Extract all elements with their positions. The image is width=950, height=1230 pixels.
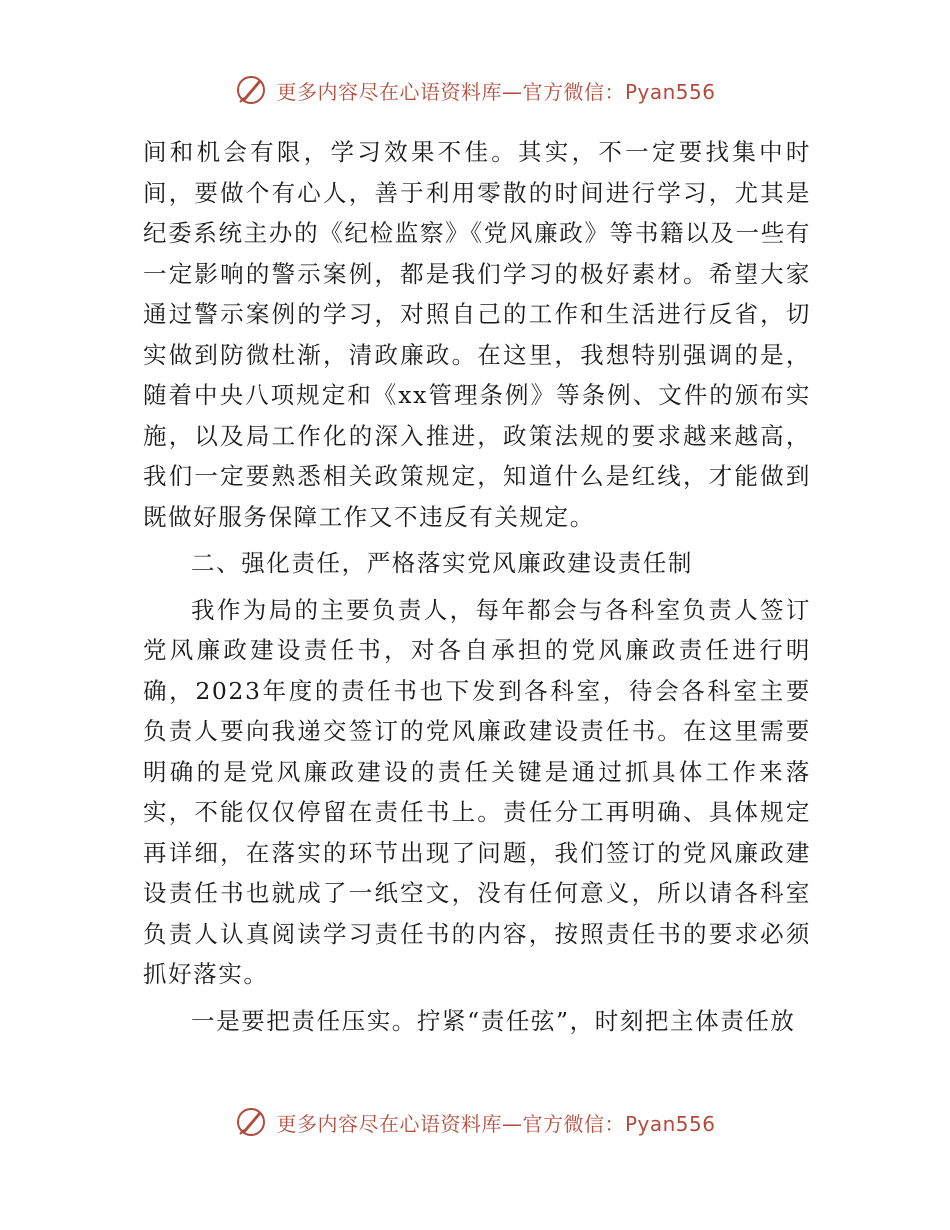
footer-watermark-banner [0,1100,950,1144]
quill-logo-icon [234,73,268,107]
paragraph-responsibility: 我作为局的主要负责人，每年都会与各科室负责人签订党风廉政建设责任书，对各自承担的党风廉政责任进行明确，2023年度的责任书也下发到各科室，待会各科室主要负责人要向我递交签订的党风廉政建设责任书。在这里需要明确的是党风廉政建设的责任关键是通过抓具体工作来落实，不能仅仅停留在责任书上。责任分工再明确、具体规定再详细，在落实的环节出现了问题，我们签订的党风廉政建设责任书也就成了一纸空文，没有任何意义，所以请各科室负责人认真阅读学习责任书的内容，按照责任书的要求必须抓好落实。 [143,595,811,988]
watermark-text: 更多内容尽在心语资料库—官方微信：Pyan556 [276,79,716,104]
section-heading: 二、强化责任，严格落实党风廉政建设责任制 [191,549,693,577]
paragraph-first-point: 一是要把责任压实。拧紧“责任弦”，时刻把主体责任放 [191,1006,796,1035]
watermark-text: 更多内容尽在心语资料库—官方微信：Pyan556 [276,1111,716,1136]
quill-logo-icon [234,1105,268,1139]
header-watermark-banner [0,68,950,112]
paragraph-continuation: 间和机会有限，学习效果不佳。其实，不一定要找集中时间，要做个有心人，善于利用零散的时间进行学习，尤其是纪委系统主办的《纪检监察》《党风廉政》等书籍以及一些有一定影响的警示案例，都是我们学习的极好素材。希望大家通过警示案例的学习，对照自己的工作和生活进行反省，切实做到防微杜渐，清政廉政。在这里，我想特别强调的是，随着中央八项规定和《xx管理条例》等条例、文件的颁布实施，以及局工作化的深入推进，政策法规的要求越来越高，我们一定要熟悉相关政策规定，知道什么是红线，才能做到既做好服务保障工作又不违反有关规定。 [143,138,811,531]
document-body [143,132,811,1041]
